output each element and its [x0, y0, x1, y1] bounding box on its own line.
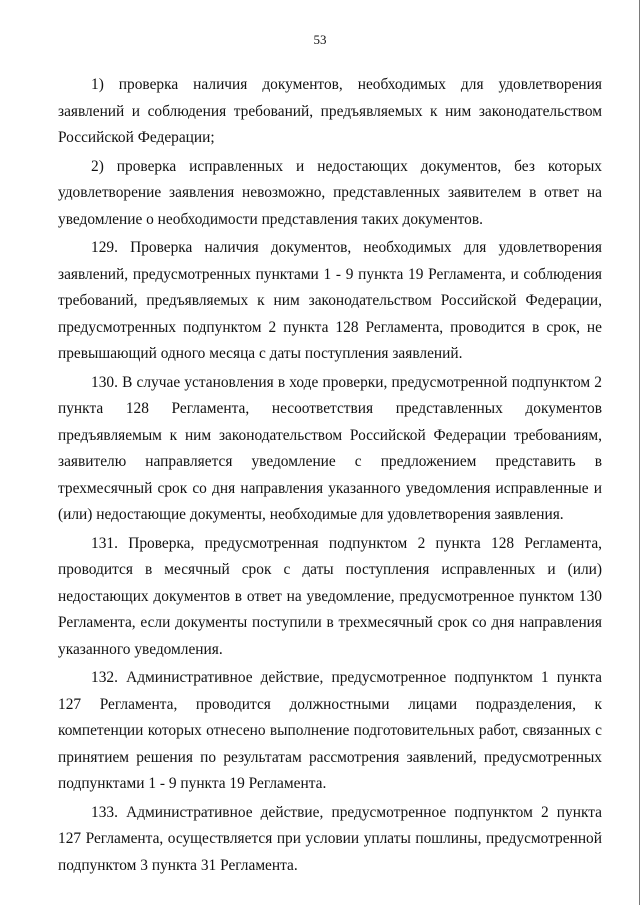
paragraph-133: 133. Административное действие, предусмотренное подпунктом 2 пункта 127 Регламента, осуществляется при условии уплаты пошлины, предусмотренной подпунктом 3 пункта 31 Регламента.	[58, 803, 602, 874]
paragraph-129: 129. Проверка наличия документов, необходимых для удовлетворения заявлений, предусмотренных пунктами 1 - 9 пункта 19 Регламента, и соблюдения требований, предъявляемых к ним законодательством Российской Федерации, предусмотренных подпунктом 2 пункта 128 Регламента, проводится в срок, не превышающий одного месяца с даты поступления заявлений.	[58, 239, 602, 362]
paragraph-item-1: 1) проверка наличия документов, необходимых для удовлетворения заявлений и соблюдения требований, предъявляемых к ним законодательством Российской Федерации;	[58, 76, 602, 146]
paragraph-131: 131. Проверка, предусмотренная подпунктом 2 пункта 128 Регламента, проводится в месячный срок с даты поступления исправленных и (или) недостающих документов в ответ на уведомление, предусмотренное пунктом 130 Регламента, если документы поступили в трехмесячный срок со дня направления указанного уведомления.	[58, 534, 602, 658]
paragraph-130: 130. В случае установления в ходе проверки, предусмотренной подпунктом 2 пункта 128 Регламента, несоответствия представленных документов предъявляемым к ним законодательством Российской Федерации требованиям, заявителю направляется уведомление с предложением представить в трехмесячный срок со дня направления указанного уведомления исправленные и (или) недостающие документы, необходимые для удовлетворения заявления.	[58, 373, 602, 523]
document-body	[58, 72, 602, 881]
paragraph-132: 132. Административное действие, предусмотренное подпунктом 1 пункта 127 Регламента, проводится должностными лицами подразделения, к компетенции которых отнесено выполнение подготовительных работ, связанных с принятием решения по результатам рассмотрения заявлений, предусмотренных подпунктами 1 - 9 пункта 19 Регламента.	[58, 669, 602, 792]
paragraph-item-2: 2) проверка исправленных и недостающих документов, без которых удовлетворение заявления невозможно, представленных заявителем в ответ на уведомление о необходимости представления таких документов.	[58, 157, 602, 228]
page-number: 53	[313, 32, 327, 47]
